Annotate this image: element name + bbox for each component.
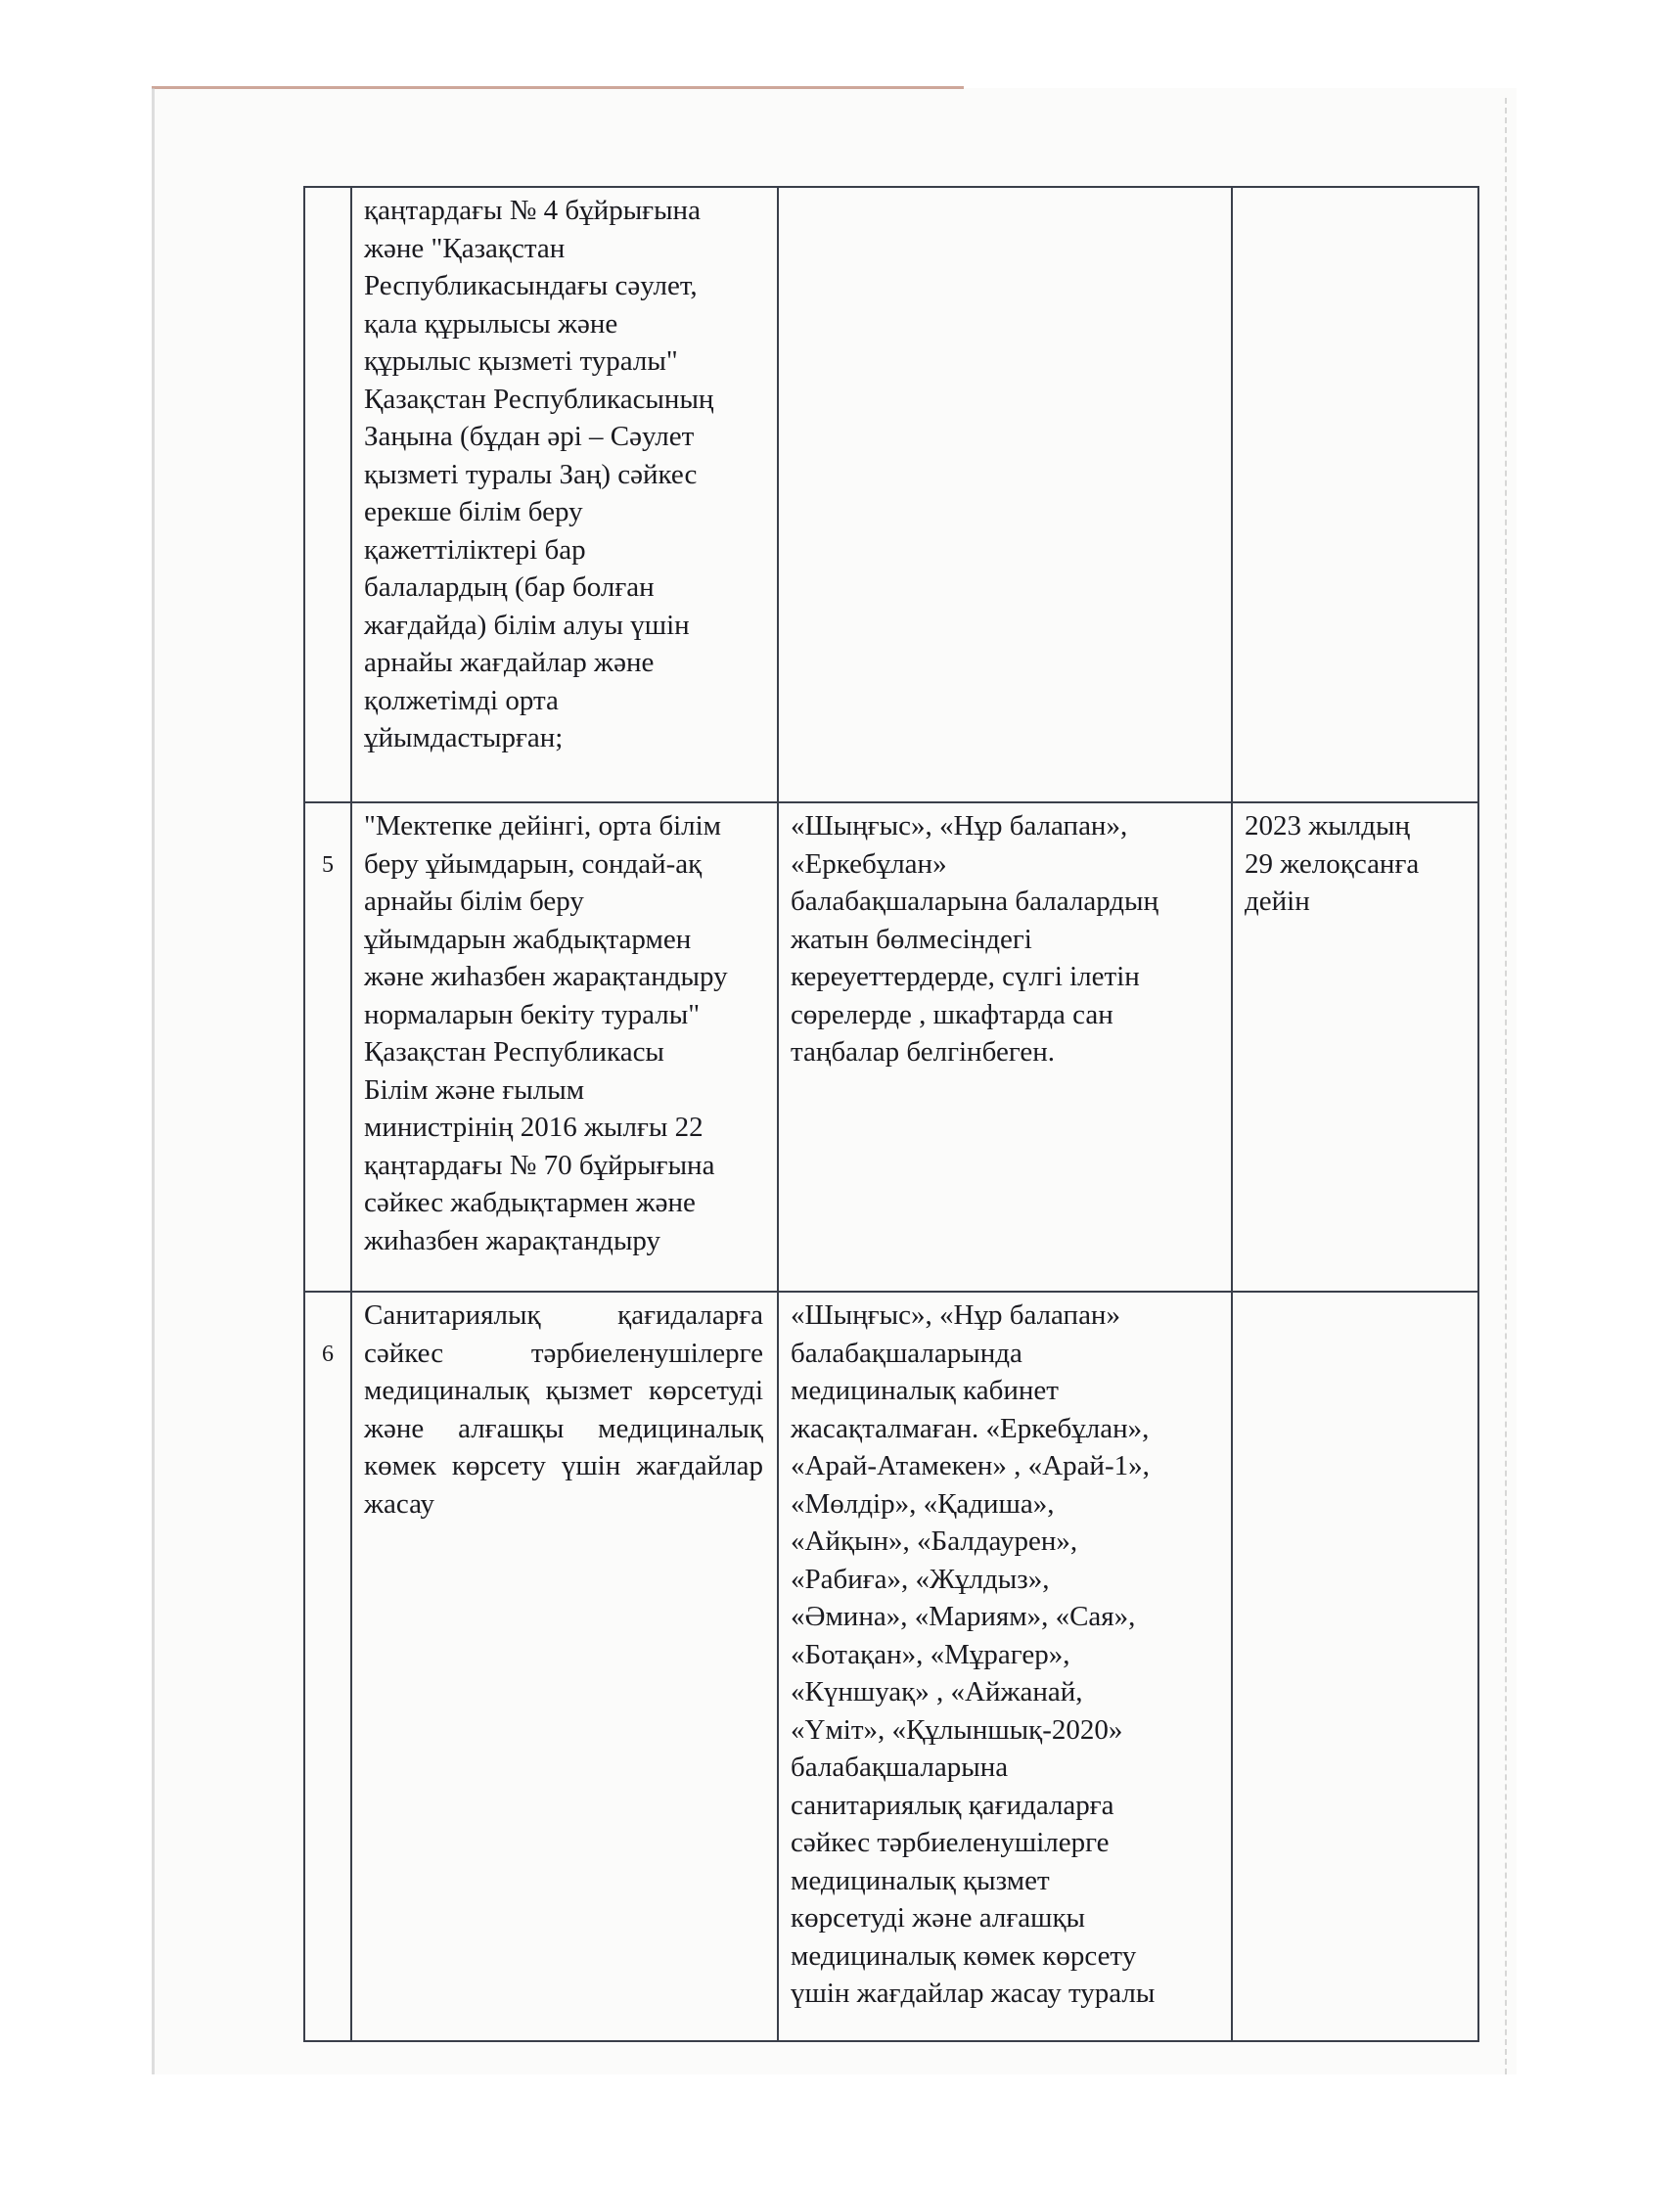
text-line: үшін жағдайлар жасау туралы — [791, 1978, 1156, 2009]
text-line: медициналық қызмет — [791, 1864, 1050, 1896]
text-line: және жиһазбен жарақтандыру — [364, 961, 728, 992]
text-line: балабақшаларында — [791, 1337, 1022, 1369]
page-top-edge — [152, 86, 964, 89]
text-line: "Мектепке дейінгі, орта білім — [364, 810, 722, 842]
text-line: «Айқын», «Балдаурен», — [791, 1525, 1078, 1557]
deadline-cell — [1232, 1292, 1478, 2041]
text-line: Қазақстан Республикасының — [364, 383, 714, 415]
text-line: қаңтардағы № 4 бұйрығына — [364, 195, 701, 226]
text-line: «Шыңғыс», «Нұр балапан» — [791, 1299, 1120, 1331]
requirement-cell — [351, 802, 778, 1292]
table-row — [304, 187, 1478, 802]
finding-cell — [778, 187, 1232, 802]
text-line: ұйымдастырған; — [364, 722, 564, 753]
text-line: жасақталмаған. «Еркебұлан», — [791, 1412, 1150, 1444]
text-line: қажеттіліктері бар — [364, 533, 586, 566]
text-line: кереуеттердерде, сүлгі ілетін — [791, 961, 1140, 992]
text-line: жатын бөлмесіндегі — [791, 923, 1032, 955]
inspection-table — [303, 186, 1479, 2042]
requirement-cell — [351, 187, 778, 802]
requirement-cell: Санитариялық қағидаларға сәйкес тәрбиеленушілерге медициналық қызмет көрсетуді және алғашқы медициналық көмек көрсету үшін жағдайлар жасау — [351, 1292, 778, 2041]
finding-text — [791, 1297, 1217, 2013]
text-line: медициналық кабинет — [791, 1375, 1059, 1406]
text-line: «Мөлдір», «Қадиша», — [791, 1487, 1055, 1520]
text-line: Республикасындағы сәулет, — [364, 270, 698, 301]
requirement-text — [364, 807, 763, 1259]
text-line: жағдайда) білім алуы үшін — [364, 609, 690, 641]
text-line: балабақшаларына балалардың — [791, 886, 1159, 917]
deadline-text — [1245, 807, 1464, 921]
text-line: нормаларын бекіту туралы" — [364, 998, 701, 1030]
text-line: таңбалар белгінбеген. — [791, 1036, 1055, 1068]
finding-cell — [778, 802, 1232, 1292]
text-line: дейін — [1245, 886, 1310, 917]
text-line: балабақшаларына — [791, 1752, 1009, 1783]
deadline-cell — [1232, 802, 1478, 1292]
text-line: Заңына (бұдан әрі – Сәулет — [364, 421, 695, 452]
text-line: құрылыс қызметі туралы" — [364, 345, 678, 377]
text-line: сәйкес жабдықтармен және — [364, 1187, 696, 1218]
text-line: сөрелерде , шкафтарда сан — [791, 998, 1113, 1030]
text-line: қолжетімді орта — [364, 684, 559, 716]
row-number-cell: 6 — [304, 1292, 351, 2041]
text-line: «Арай-Атамекен» , «Арай-1», — [791, 1450, 1150, 1481]
text-line: министрінің 2016 жылғы 22 — [364, 1112, 704, 1143]
text-line: ерекше білім беру — [364, 496, 583, 527]
text-line: көрсетуді және алғашқы — [791, 1902, 1086, 1934]
text-line: «Ботақан», «Мұрагер», — [791, 1638, 1070, 1670]
text-line: арнайы білім беру — [364, 886, 584, 917]
text-line: 29 желоқсанға — [1245, 847, 1420, 880]
table-row — [304, 1292, 1478, 2041]
row-number-cell: 5 — [304, 802, 351, 1292]
text-line: сәйкес тәрбиеленушілерге — [791, 1827, 1110, 1858]
row-number-cell — [304, 187, 351, 802]
text-line: санитариялық қағидаларға — [791, 1789, 1114, 1821]
text-line: қала құрылысы және — [364, 307, 618, 340]
text-line: қаңтардағы № 70 бұйрығына — [364, 1149, 715, 1181]
text-line: «Үміт», «Құлыншық-2020» — [791, 1713, 1123, 1746]
text-line: ұйымдарын жабдықтармен — [364, 923, 692, 955]
text-line: Білім және ғылым — [364, 1073, 585, 1106]
text-line: жиһазбен жарақтандыру — [364, 1224, 661, 1256]
text-line: және "Қазақстан — [364, 232, 566, 264]
text-line: «Еркебұлан» — [791, 847, 947, 880]
text-line: арнайы жағдайлар және — [364, 647, 655, 678]
page-left-edge — [152, 88, 155, 2074]
text-line: қызметі туралы Заң) сәйкес — [364, 458, 698, 490]
text-line: «Шыңғыс», «Нұр балапан», — [791, 810, 1128, 842]
text-line: «Әмина», «Мариям», «Сая», — [791, 1601, 1136, 1632]
text-line: Қазақстан Республикасы — [364, 1036, 664, 1068]
page-right-edge — [1505, 98, 1507, 2074]
finding-text — [791, 807, 1217, 1071]
text-line: балалардың (бар болған — [364, 571, 655, 603]
table-row — [304, 802, 1478, 1292]
text-line: «Күншуақ» , «Айжанай, — [791, 1676, 1083, 1707]
text-line: беру ұйымдарын, сондай-ақ — [364, 847, 703, 880]
text-line: «Рабиға», «Жұлдыз», — [791, 1563, 1050, 1595]
deadline-cell — [1232, 187, 1478, 802]
text-line: 2023 жылдың — [1245, 810, 1411, 842]
requirement-text — [364, 192, 763, 757]
text-line: медициналық көмек көрсету — [791, 1939, 1137, 1972]
finding-cell — [778, 1292, 1232, 2041]
